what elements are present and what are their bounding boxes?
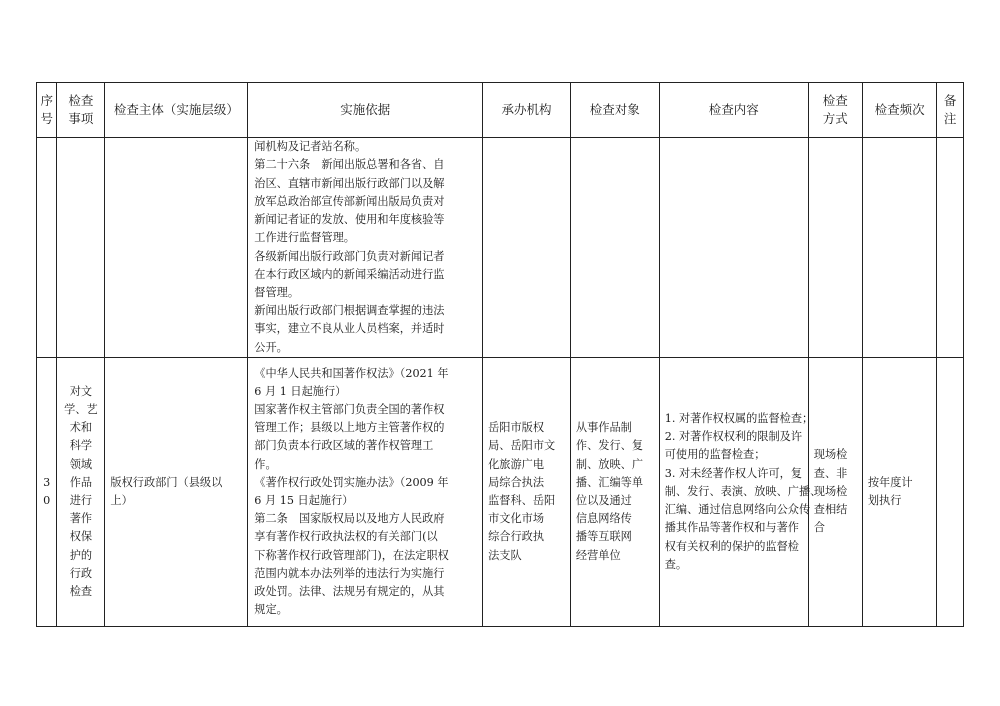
text-line: 查。: [664, 557, 688, 571]
text-line: 合: [813, 521, 825, 535]
text-line: 规定。: [254, 603, 288, 617]
cell-seq: [37, 358, 57, 627]
text-line: 2. 对著作权权利的限制及许: [664, 430, 803, 444]
text-line: 新闻出版行政部门根据调查掌握的违法: [254, 304, 445, 318]
text-line: 制、放映、广: [575, 457, 644, 471]
text-line: 法支队: [488, 548, 522, 562]
text-line: 从事作品制: [575, 421, 632, 435]
cell-note: [937, 358, 964, 627]
text-line: 放军总政治部宣传部新闻出版局负责对: [254, 194, 445, 208]
header-item-line: 事项: [68, 111, 94, 126]
text-line: 公开。: [254, 340, 288, 354]
text-line: 著作: [69, 512, 93, 526]
header-item: [57, 83, 105, 138]
text-line: 行政: [69, 566, 93, 580]
cell-agency: [483, 138, 571, 358]
text-line: 进行: [69, 494, 93, 507]
text-line: 6 月 15 日起施行）: [254, 494, 354, 507]
text-line: 划执行: [867, 494, 902, 507]
text-line: 播等互联网: [575, 530, 632, 544]
text-line: 对文: [69, 384, 93, 398]
text-line: 权有关权利的保护的监督检: [664, 539, 799, 553]
text-line: 播、汇编等单: [575, 475, 644, 489]
text-line: 版权行政部门（县级以: [110, 475, 223, 489]
cell-item: [57, 358, 105, 627]
text-line: 科学: [69, 439, 93, 453]
text-line: 0: [43, 494, 51, 507]
text-line: 现场检: [813, 448, 848, 462]
text-line: 国家著作权主管部门负责全国的著作权: [254, 402, 445, 416]
text-line: 位以及通过: [575, 494, 632, 507]
text-line: 6 月 1 日起施行）: [254, 384, 347, 398]
text-line: 局、岳阳市文: [488, 439, 556, 453]
cell-method: [808, 358, 862, 627]
text-line: 检查: [69, 585, 93, 599]
header-subject: 检查主体（实施层级）: [105, 83, 248, 138]
header-seq-line: 序: [40, 93, 53, 108]
text-line: 治区、直辖市新闻出版行政部门以及解: [254, 176, 445, 190]
text-line: 按年度计: [867, 475, 913, 489]
cell-object: [570, 138, 659, 358]
text-line: 可使用的监督检查；: [664, 448, 766, 462]
text-line: 岳阳市版权: [488, 421, 545, 435]
cell-item: [57, 138, 105, 358]
text-line: 工作进行监督管理。: [254, 231, 355, 245]
header-frequency: 检查频次: [862, 83, 937, 138]
text-line: 3. 对未经著作权人许可，复: [664, 466, 803, 480]
header-content: 检查内容: [659, 83, 808, 138]
header-method: [808, 83, 862, 138]
cell-content: [659, 358, 822, 627]
text-line: 《中华人民共和国著作权法》（2021 年: [254, 366, 449, 380]
header-row: [37, 83, 964, 138]
text-line: 闻机构及记者站名称。: [254, 140, 367, 154]
inspection-table: [36, 82, 964, 627]
cell-basis: [248, 358, 483, 627]
text-line: 各级新闻出版行政部门负责对新闻记者: [254, 249, 445, 263]
header-note: [937, 83, 964, 138]
table-row-continued: [37, 138, 964, 358]
cell-method: [808, 138, 862, 358]
header-agency: 承办机构: [483, 83, 571, 138]
text-line: 享有著作权行政执法权的有关部门(以: [254, 530, 438, 544]
header-seq: [37, 83, 57, 138]
text-line: 权保: [69, 530, 93, 544]
text-line: 上）: [110, 494, 133, 507]
text-line: 现场检: [813, 484, 848, 498]
text-line: 化旅游广电: [488, 457, 545, 471]
header-note-line: 注: [943, 111, 957, 126]
text-line: 管理工作；县级以上地方主管著作权的: [254, 421, 445, 435]
text-line: 学、艺: [64, 402, 98, 416]
text-line: 监督科、岳阳: [488, 494, 556, 507]
text-line: 部门负责本行政区域的著作权管理工: [254, 439, 434, 453]
text-line: 经营单位: [575, 548, 621, 562]
text-line: 市文化市场: [488, 512, 545, 526]
text-line: 3: [43, 475, 51, 489]
header-item-line: 检查: [68, 93, 94, 108]
text-line: 局综合执法: [488, 475, 545, 489]
text-line: 作、发行、复: [575, 439, 644, 453]
text-line: 1. 对著作权权属的监督检查；: [664, 412, 814, 426]
text-line: 领域: [69, 457, 93, 471]
cell-subject: [105, 138, 248, 358]
text-line: 查相结: [813, 503, 848, 517]
text-line: 范围内就本办法列举的违法行为实施行: [254, 566, 445, 580]
cell-frequency: [862, 138, 937, 358]
text-line: 第二条 国家版权局以及地方人民政府: [254, 512, 445, 526]
text-line: 下称著作权行政管理部门)，在法定职权: [254, 548, 449, 562]
text-line: 查、非: [813, 466, 848, 480]
text-line: 术和: [69, 421, 93, 435]
header-note-line: 备: [943, 93, 957, 108]
cell-seq: [37, 138, 57, 358]
header-object: 检查对象: [570, 83, 659, 138]
header-method-line: 检查: [822, 93, 848, 108]
cell-agency: [483, 358, 571, 627]
text-line: 第二十六条 新闻出版总署和各省、自: [254, 158, 445, 172]
text-line: 作。: [254, 457, 277, 471]
text-line: 政处罚。法律、法规另有规定的，从其: [254, 585, 445, 599]
header-seq-line: 号: [40, 111, 53, 126]
text-line: 新闻记者证的发放、使用和年度核验等: [254, 213, 445, 227]
cell-subject: [105, 358, 248, 627]
table-row-30: [37, 358, 964, 627]
text-line: 事实，建立不良从业人员档案，并适时: [254, 322, 445, 336]
cell-basis: [248, 138, 483, 358]
text-line: 信息网络传: [575, 512, 632, 526]
text-line: 作品: [69, 475, 93, 489]
text-line: 督管理。: [254, 285, 300, 299]
text-line: 护的: [69, 548, 93, 562]
header-method-line: 方式: [822, 111, 848, 126]
text-line: 制、发行、表演、放映、广播、: [664, 484, 822, 498]
text-line: 播其作品等著作权和与著作: [664, 521, 799, 535]
cell-frequency: [862, 358, 937, 627]
header-basis: 实施依据: [248, 83, 483, 138]
text-line: 综合行政执: [488, 530, 545, 544]
text-line: 汇编、通过信息网络向公众传: [664, 503, 811, 517]
cell-content: [659, 138, 808, 358]
text-line: 《著作权行政处罚实施办法》（2009 年: [254, 475, 449, 489]
cell-note: [937, 138, 964, 358]
text-line: 在本行政区域内的新闻采编活动进行监: [254, 267, 445, 281]
cell-object: [570, 358, 659, 627]
